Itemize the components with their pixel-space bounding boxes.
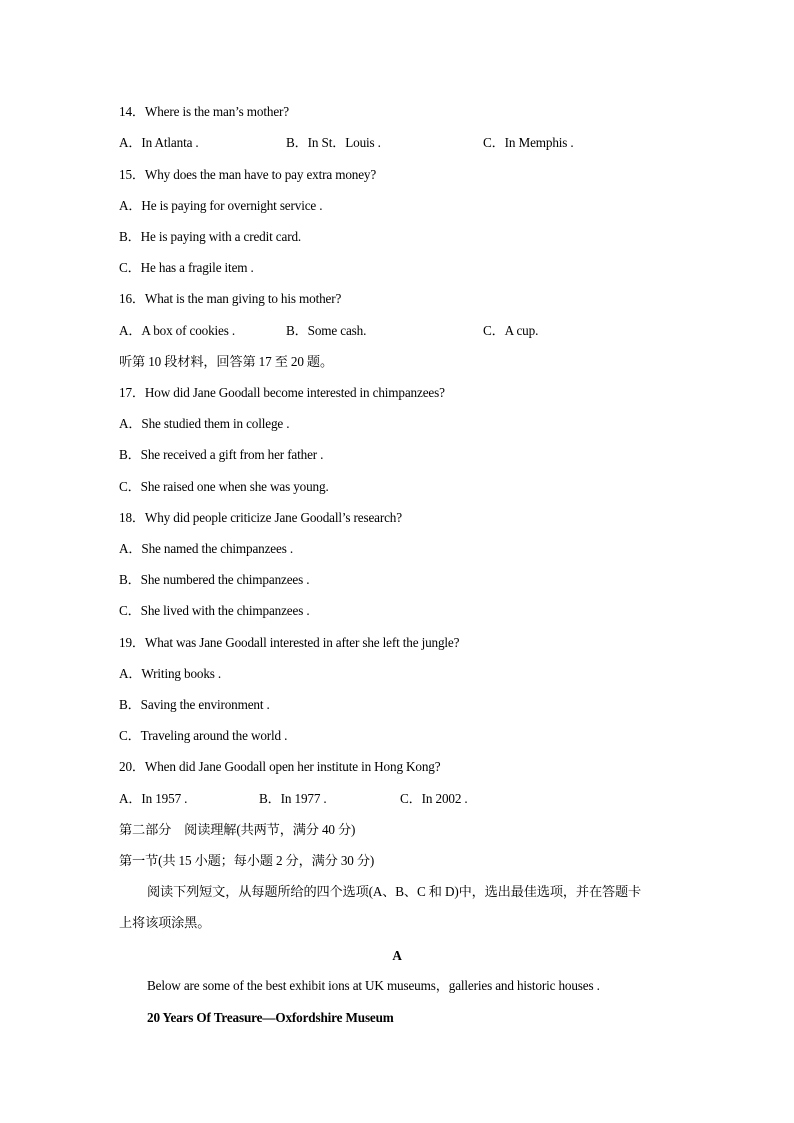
option-b: B．In 1977 . [259, 791, 327, 806]
option-a: A．In Atlanta . [119, 135, 199, 150]
question-18-option-b: B．She numbered the chimpanzees . [119, 572, 310, 587]
instructions-line-1: 阅读下列短文，从每题所给的四个选项(A、B、C 和 D)中，选出最佳选项，并在答题卡 [147, 884, 642, 899]
question-17-option-c: C．She raised one when she was young. [119, 479, 329, 494]
question-16: 16．What is the man giving to his mother? [119, 291, 342, 306]
option-c: C．In Memphis . [483, 135, 574, 150]
option-a: A．In 1957 . [119, 791, 188, 806]
question-17-option-b: B．She received a gift from her father . [119, 447, 324, 462]
question-20: 20．When did Jane Goodall open her institute in Hong Kong? [119, 759, 441, 774]
option-a: A．A box of cookies . [119, 323, 236, 338]
option-b: B．Some cash. [286, 323, 367, 338]
question-19: 19．What was Jane Goodall interested in after she left the jungle? [119, 635, 460, 650]
question-15: 15．Why does the man have to pay extra money? [119, 167, 377, 182]
question-18: 18．Why did people criticize Jane Goodall’s research? [119, 510, 402, 525]
question-15-option-b: B．He is paying with a credit card. [119, 229, 302, 244]
question-19-option-a: A．Writing books . [119, 666, 222, 681]
question-18-option-c: C．She lived with the chimpanzees . [119, 603, 310, 618]
instructions-line-2: 上将该项涂黑。 [119, 915, 211, 930]
option-c: C．In 2002 . [400, 791, 468, 806]
question-17-option-a: A．She studied them in college . [119, 416, 290, 431]
section-10-instruction: 听第 10 段材料，回答第 17 至 20 题。 [119, 354, 333, 369]
question-15-option-c: C．He has a fragile item . [119, 260, 254, 275]
question-14: 14．Where is the man’s mother? [119, 104, 289, 119]
exhibit-title: 20 Years Of Treasure—Oxfordshire Museum [147, 1010, 394, 1025]
question-19-option-b: B．Saving the environment . [119, 697, 270, 712]
question-18-option-a: A．She named the chimpanzees . [119, 541, 293, 556]
question-15-option-a: A．He is paying for overnight service . [119, 198, 323, 213]
option-c: C．A cup. [483, 323, 539, 338]
passage-label: A [392, 948, 402, 963]
question-19-option-c: C．Traveling around the world . [119, 728, 288, 743]
section-1-heading: 第一节(共 15 小题；每小题 2 分，满分 30 分) [119, 853, 375, 868]
question-17: 17．How did Jane Goodall become interested in chimpanzees? [119, 385, 445, 400]
part-2-heading: 第二部分 阅读理解(共两节，满分 40 分) [119, 822, 356, 837]
option-b: B．In St．Louis . [286, 135, 381, 150]
passage-intro: Below are some of the best exhibit ions at UK museums，galleries and historic houses . [147, 978, 600, 993]
